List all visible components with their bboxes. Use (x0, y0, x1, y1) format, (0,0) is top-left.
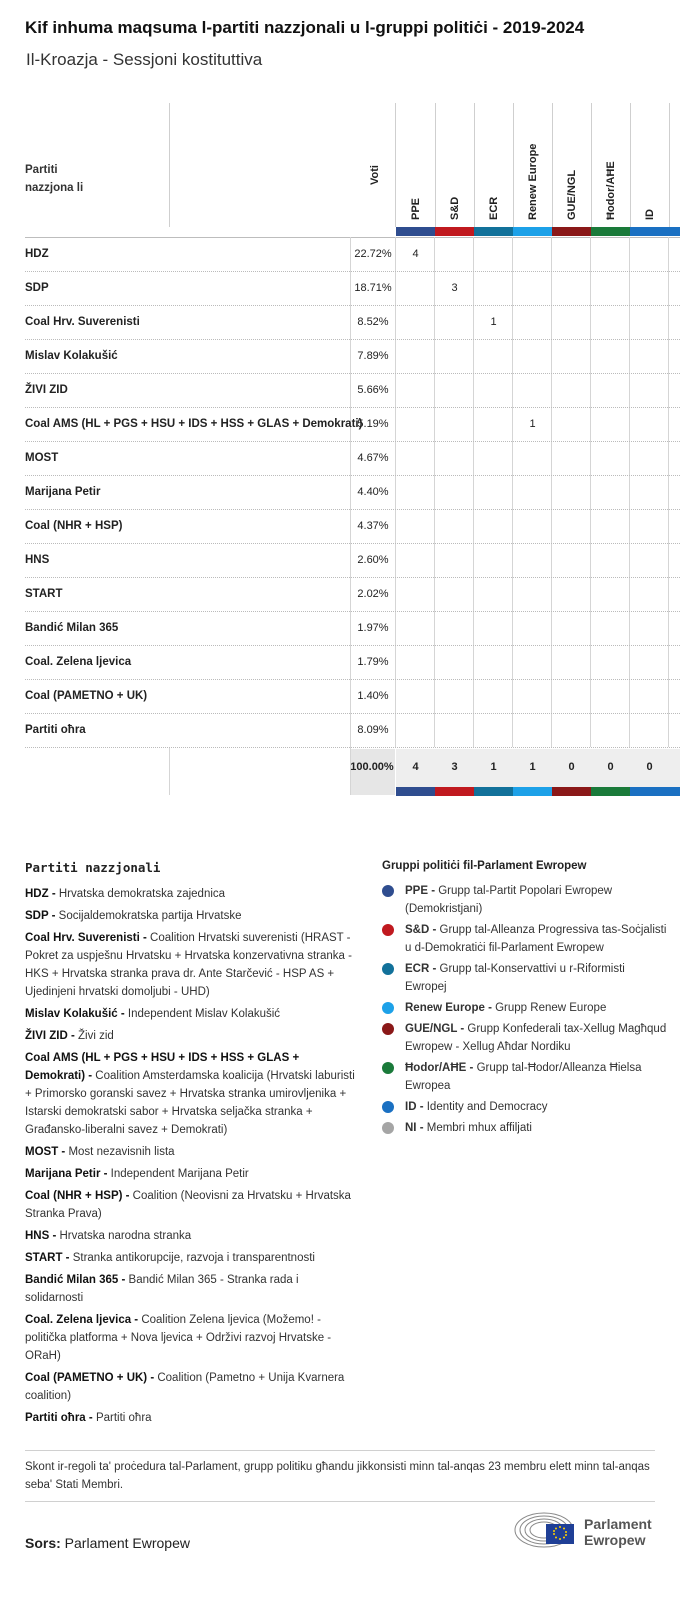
vote-share: 1.40% (357, 690, 389, 702)
group-legend-desc: Grupp tal-Konservattivi u r-Riformisti Ewropej (405, 963, 625, 993)
source-line (25, 1535, 190, 1551)
group-header-label: PPE (409, 197, 422, 220)
group-legend-abbr: Renew Europe - (405, 1002, 496, 1014)
group-legend-desc: Membri mhux affiljati (426, 1122, 532, 1134)
vote-share: 1.97% (357, 622, 389, 634)
party-legend-abbr: MOST - (25, 1146, 69, 1158)
vote-share: 4.67% (357, 452, 389, 464)
vote-share: 22.72% (354, 248, 392, 260)
group-legend-abbr: GUE/NGL - (405, 1023, 468, 1035)
group-color-bar (396, 787, 435, 796)
table-row (25, 441, 680, 476)
total-seats: 4 (412, 761, 419, 773)
group-color-dot-icon (382, 1062, 394, 1074)
group-legend-item (382, 921, 667, 957)
party-legend-desc: Coalition (Pametno + Unija Kvarnera coalition) (25, 1372, 345, 1402)
group-legend-heading: Gruppi politiċi fil-Parlament Ewropew (382, 860, 587, 872)
group-color-bar (435, 227, 474, 236)
parliament-logo (514, 1510, 659, 1550)
party-legend-item (25, 1409, 355, 1427)
party-legend-desc: Bandić Milan 365 - Stranka rada i solidarnosti (25, 1274, 299, 1304)
group-color-dot-icon (382, 1023, 394, 1035)
group-legend-item (382, 1059, 667, 1095)
group-color-bar (513, 227, 552, 236)
table-row (25, 305, 680, 340)
party-legend-abbr: Partiti oħra - (25, 1412, 96, 1424)
party-legend-desc: Coalition (Neovisni za Hrvatsku + Hrvatska Stranka Prava) (25, 1190, 351, 1220)
header-divider (669, 103, 670, 227)
party-legend-item (25, 1249, 355, 1267)
group-header-7 (630, 103, 669, 227)
divider (25, 1450, 655, 1451)
table-row (25, 679, 680, 714)
party-legend-item (25, 1271, 355, 1307)
group-color-bar (435, 787, 474, 796)
table-row (25, 237, 680, 272)
party-name: Coal. Zelena ljevica (25, 656, 132, 668)
column-divider (169, 747, 170, 795)
party-legend-desc: Independent Marijana Petir (110, 1168, 249, 1180)
party-legend-abbr: Coal (PAMETNO + UK) - (25, 1372, 158, 1384)
party-legend-abbr: START - (25, 1252, 73, 1264)
group-header-1 (396, 103, 435, 227)
votes-column-header (355, 103, 395, 227)
table-row (25, 373, 680, 408)
total-seats: 0 (646, 761, 653, 773)
party-legend-abbr: Coal Hrv. Suverenisti - (25, 932, 151, 944)
vote-share: 1.79% (357, 656, 389, 668)
party-legend-desc: Coalition Amsterdamska koalicija (Hrvatski laburisti + Primorsko goranski savez + Hrvatska stranka umirovljenika + Istarski demokratski sabor + Hrvatska seljačka stranka + Građansko-liberalni savez + Demokrati) (25, 1070, 355, 1136)
party-name: HNS (25, 554, 50, 566)
group-color-bar (552, 227, 591, 236)
vote-share: 5.19% (357, 418, 389, 430)
party-legend-desc: Socijaldemokratska partija Hrvatske (58, 910, 242, 922)
group-header-label: GUE/NGL (565, 169, 578, 220)
table-row (25, 611, 680, 646)
seats-table (25, 103, 680, 823)
seat-count: 1 (490, 316, 497, 328)
group-header-label: S&D (448, 196, 461, 220)
party-legend-item (25, 1027, 355, 1045)
vote-share: 2.60% (357, 554, 389, 566)
party-legend-item (25, 1187, 355, 1223)
party-name: Coal (NHR + HSP) (25, 520, 123, 532)
group-legend-desc: Grupp tal-Partit Popolari Ewropew (Demokristjani) (405, 885, 613, 915)
logo-line-1: Parlament (584, 1516, 652, 1532)
group-color-dot-icon (382, 1101, 394, 1113)
divider (25, 1501, 655, 1502)
page-title: Kif inhuma maqsuma l-partiti nazzjonali u l-gruppi politiċi - 2019-2024 (25, 18, 585, 37)
party-name: HDZ (25, 248, 49, 260)
party-name: ŽIVI ZID (25, 384, 68, 396)
group-header-3 (474, 103, 513, 227)
group-header-5 (552, 103, 591, 227)
group-legend-item (382, 960, 667, 996)
party-legend-heading: Partiti nazzjonali (25, 860, 161, 875)
party-legend-item (25, 885, 355, 903)
party-legend-desc: Živi zid (78, 1030, 114, 1042)
group-color-dot-icon (382, 1122, 394, 1134)
party-legend-item (25, 1227, 355, 1245)
source-label: Sors: (25, 1535, 61, 1551)
party-legend-desc: Hrvatska narodna stranka (59, 1230, 192, 1242)
party-legend-item (25, 907, 355, 925)
party-legend-abbr: Coal AMS (HL + PGS + HSU + IDS + HSS + GLAS + Demokrati) - (25, 1052, 300, 1082)
group-header-label: Ħodor/AĦE (604, 161, 617, 220)
logo-line-2: Ewropew (584, 1532, 646, 1548)
total-seats: 3 (451, 761, 458, 773)
group-color-bar (630, 787, 680, 796)
party-legend-item (25, 1165, 355, 1183)
total-seats: 0 (568, 761, 575, 773)
table-row (25, 645, 680, 680)
source-value: Parlament Ewropew (60, 1535, 190, 1551)
table-row (25, 577, 680, 612)
party-name: Partiti oħra (25, 724, 86, 736)
group-legend-desc: Grupp Renew Europe (495, 1002, 607, 1014)
group-header-label: Renew Europe (526, 143, 539, 220)
party-legend-desc: Coalition Zelena ljevica (Možemo! - politička platforma + Nova ljevica + Održivi razvoj Hrvatske - ORaH) (25, 1314, 332, 1362)
group-color-bar (552, 787, 591, 796)
group-legend-desc: Grupp tal-Alleanza Progressiva tas-Soċjalisti u d-Demokratiċi fil-Parlament Ewropew (405, 924, 667, 954)
group-legend-item (382, 999, 667, 1017)
party-legend-abbr: ŽIVI ZID - (25, 1030, 79, 1042)
total-seats: 1 (529, 761, 536, 773)
header-divider (169, 103, 170, 227)
vote-share: 2.02% (357, 588, 389, 600)
party-legend (25, 860, 355, 1431)
party-legend-item (25, 1005, 355, 1023)
table-row (25, 543, 680, 578)
hemicycle-icon (514, 1510, 578, 1548)
party-name: START (25, 588, 63, 600)
group-header-2 (435, 103, 474, 227)
party-name: Coal AMS (HL + PGS + HSU + IDS + HSS + GLAS + Demokrati) (25, 418, 363, 430)
party-legend-item (25, 1311, 355, 1365)
group-legend-item (382, 1020, 667, 1056)
seat-count: 3 (451, 282, 458, 294)
page-subtitle: Il-Kroazja - Sessjoni kostituttiva (26, 50, 263, 69)
group-legend-abbr: ID - (405, 1101, 427, 1113)
party-name: Mislav Kolakušić (25, 350, 118, 362)
party-legend-desc: Hrvatska demokratska zajednica (58, 888, 226, 900)
group-legend-abbr: S&D - (405, 924, 440, 936)
party-column-header: Partiti nazzjona li (25, 164, 84, 194)
group-color-dot-icon (382, 885, 394, 897)
party-legend-item (25, 1049, 355, 1139)
vote-share: 18.71% (354, 282, 392, 294)
group-legend-desc: Grupp Konfederali tax-Xellug Magħqud Ewropew - Xellug Aħdar Nordiku (405, 1023, 667, 1053)
party-name: Coal (PAMETNO + UK) (25, 690, 148, 702)
group-legend-abbr: Ħodor/AĦE - (405, 1062, 477, 1074)
vote-share: 7.89% (357, 350, 389, 362)
vote-share: 5.66% (357, 384, 389, 396)
party-legend-abbr: HNS - (25, 1230, 60, 1242)
group-legend-item (382, 1098, 667, 1116)
vote-share: 4.40% (357, 486, 389, 498)
party-legend-item (25, 929, 355, 1001)
total-seats: 0 (607, 761, 614, 773)
party-legend-abbr: HDZ - (25, 888, 59, 900)
group-color-dot-icon (382, 924, 394, 936)
party-legend-desc: Most nezavisnih lista (68, 1146, 175, 1158)
group-color-dot-icon (382, 1002, 394, 1014)
party-legend-item (25, 1143, 355, 1161)
party-legend-abbr: Marijana Petir - (25, 1168, 111, 1180)
seat-count: 1 (529, 418, 536, 430)
table-row (25, 509, 680, 544)
table-row (25, 407, 680, 442)
party-legend-desc: Independent Mislav Kolakušić (127, 1008, 281, 1020)
group-header-label: ID (643, 209, 656, 220)
group-color-bar (396, 227, 435, 236)
group-legend-item (382, 882, 667, 918)
party-name: MOST (25, 452, 59, 464)
party-legend-abbr: SDP - (25, 910, 59, 922)
party-legend-abbr: Coal. Zelena ljevica - (25, 1314, 142, 1326)
party-legend-item (25, 1369, 355, 1405)
table-row (25, 713, 680, 748)
group-color-dot-icon (382, 963, 394, 975)
seat-count: 4 (412, 248, 419, 260)
group-legend-abbr: NI - (405, 1122, 427, 1134)
party-name: Marijana Petir (25, 486, 101, 498)
party-legend-desc: Partiti oħra (95, 1412, 152, 1424)
group-color-bar (474, 787, 513, 796)
group-legend-abbr: ECR - (405, 963, 440, 975)
table-row (25, 271, 680, 306)
total-votes: 100.00% (350, 761, 394, 773)
group-color-bar (474, 227, 513, 236)
group-header-4 (513, 103, 552, 227)
group-color-bar (591, 227, 630, 236)
party-legend-desc: Stranka antikorupcije, razvoja i transparentnosti (72, 1252, 315, 1264)
party-legend-desc: Coalition Hrvatski suverenisti (HRAST - Pokret za uspješnu Hrvatsku + Hrvatska konzervativna stranka - HKS + Hrvatska stranka prava dr. Ante Starčević - HSP AS + Ujedinjeni hrvatski domoljubi - UHD) (25, 932, 352, 998)
party-name: Bandić Milan 365 (25, 622, 119, 634)
group-legend-abbr: PPE - (405, 885, 439, 897)
party-name: SDP (25, 282, 49, 294)
table-row (25, 339, 680, 374)
footnote: Skont ir-regoli ta' proċedura tal-Parlament, grupp politiku għandu jikkonsisti minn tal-anqas 23 membru elett minn tal-anqas seba' Stati Membri. (25, 1461, 650, 1491)
total-seats: 1 (490, 761, 497, 773)
vote-share: 8.09% (357, 724, 389, 736)
table-row (25, 475, 680, 510)
party-name: Coal Hrv. Suverenisti (25, 316, 140, 328)
group-color-bar (513, 787, 552, 796)
group-color-bar (591, 787, 630, 796)
votes-header-label: Voti (369, 165, 381, 185)
group-legend-desc: Grupp tal-Ħodor/Alleanza Ħielsa Ewropea (405, 1062, 642, 1092)
group-header-label: ECR (487, 196, 500, 220)
vote-share: 4.37% (357, 520, 389, 532)
group-color-bar (630, 227, 680, 236)
party-legend-abbr: Mislav Kolakušić - (25, 1008, 128, 1020)
group-legend-item (382, 1119, 667, 1137)
group-legend (382, 860, 667, 1140)
group-legend-desc: Identity and Democracy (426, 1101, 548, 1113)
group-header-6 (591, 103, 630, 227)
party-legend-abbr: Coal (NHR + HSP) - (25, 1190, 133, 1202)
party-legend-abbr: Bandić Milan 365 - (25, 1274, 129, 1286)
vote-share: 8.52% (357, 316, 389, 328)
